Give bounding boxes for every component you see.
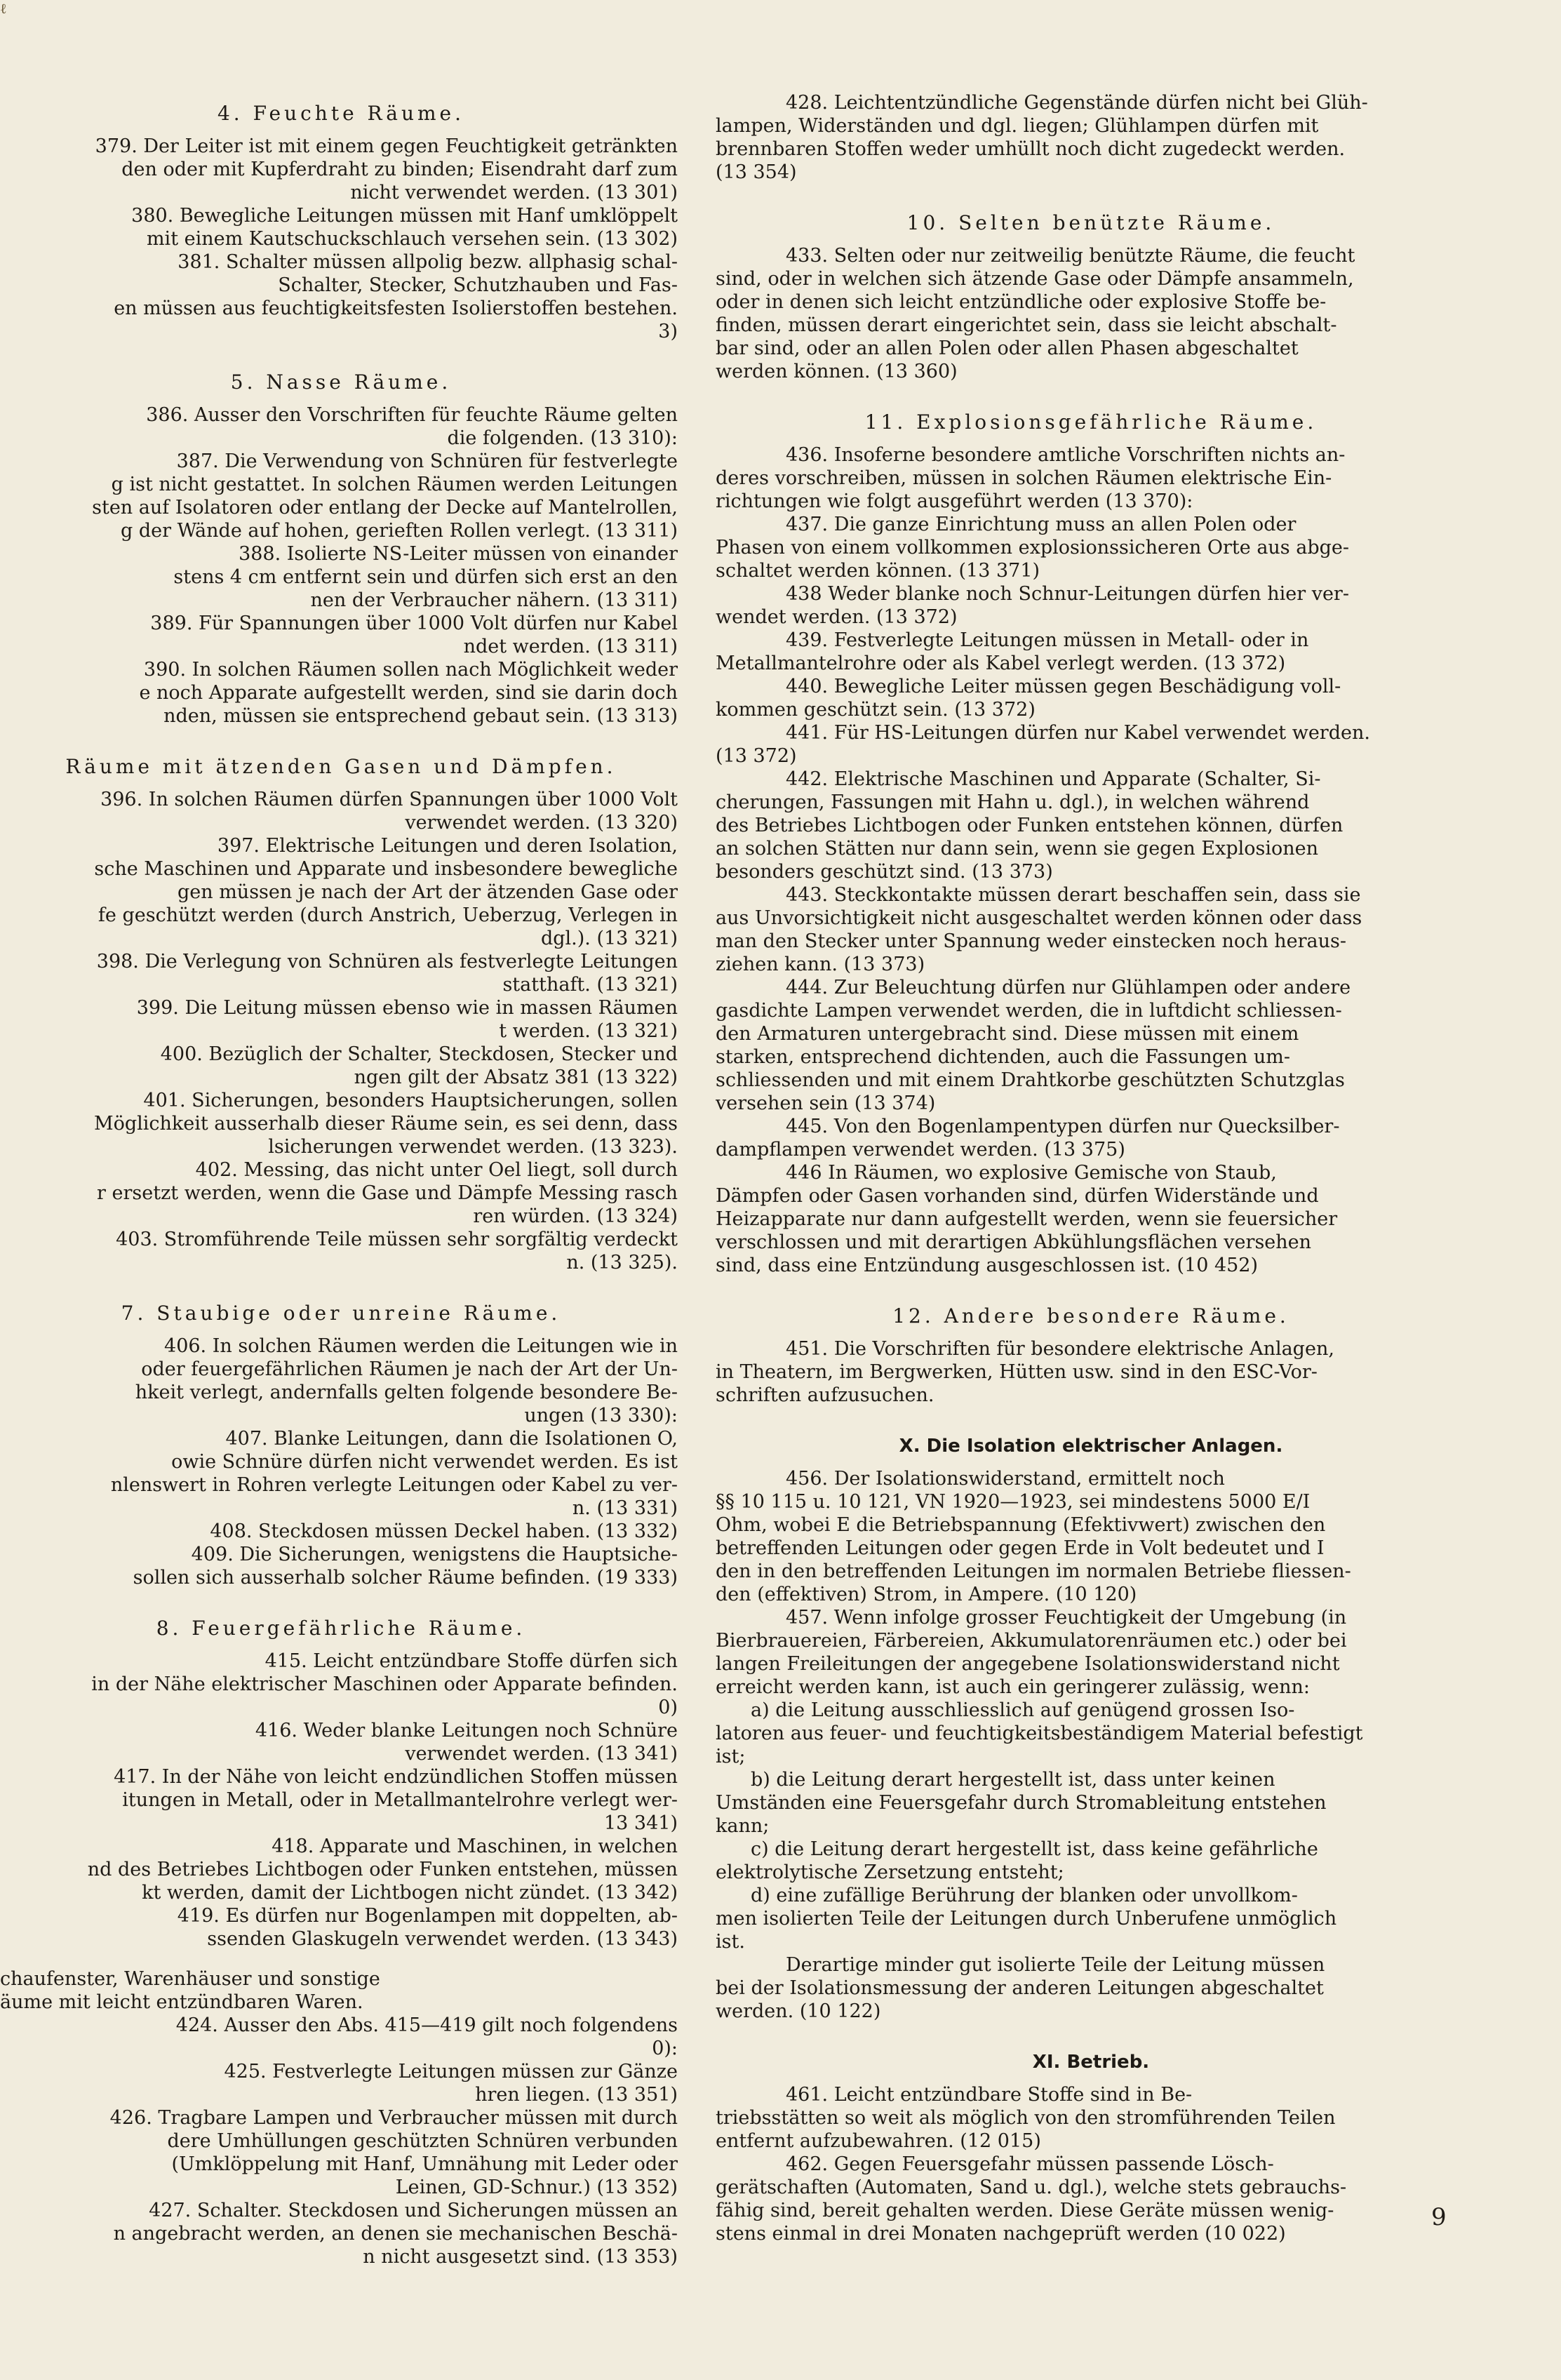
text-line: brennbaren Stoffen weder umhüllt noch dicht zugedeckt werden.: [716, 138, 1346, 160]
text-line: mit einem Kautschuckschlauch versehen sein. (13 302): [146, 228, 678, 250]
text-line: Heizapparate nur dann aufgestellt werden, wenn sie feuersicher: [716, 1208, 1338, 1230]
text-line: 389. Für Spannungen über 1000 Volt dürfen nur Kabel: [150, 613, 678, 634]
text-line: den in den betreffenden Leitungen im normalen Betriebe fliessen-: [716, 1560, 1351, 1582]
text-line: 426. Tragbare Lampen und Verbraucher müssen mit durch: [109, 2107, 678, 2129]
text-line: an solchen Stätten nur dann sein, wenn sie gegen Explosionen: [716, 838, 1319, 860]
text-line: n. (13 331): [572, 1497, 678, 1519]
text-line: die folgenden. (13 310):: [447, 427, 678, 449]
text-line: (13 372): [716, 745, 797, 767]
text-line: nden, müssen sie entsprechend gebaut sein. (13 313): [163, 705, 678, 727]
text-line: Derartige minder gut isolierte Teile der Leitung müssen: [786, 1954, 1325, 1976]
text-line: stens einmal in drei Monaten nachgeprüft werden (10 022): [716, 2223, 1286, 2245]
text-line: 409. Die Sicherungen, wenigstens die Hauptsiche-: [191, 1544, 678, 1565]
section-body-schaufenster: [0, 2014, 682, 2268]
section-heading-feuergefaehrliche-raeume: 8. Feuergefährliche Räume.: [156, 1617, 526, 1640]
section-heading-schaufenster: [0, 1967, 682, 2014]
text-line: gen müssen je nach der Art der ätzenden Gase oder: [177, 881, 678, 903]
text-line: sollen sich ausserhalb solcher Räume befinden. (19 333): [133, 1567, 678, 1589]
text-line: erreicht werden kann, ist auch ein geringerer zulässig, wenn:: [716, 1676, 1311, 1698]
text-line: 400. Bezüglich der Schalter, Steckdosen, Stecker und: [160, 1043, 678, 1065]
text-line: 416. Weder blanke Leitungen noch Schnüre: [255, 1720, 678, 1741]
chapter-body-isolation: [716, 1467, 1466, 2023]
text-line: nicht verwendet werden. (13 301): [350, 182, 678, 203]
text-line: oder feuergefährlichen Räumen je nach der Art der Un-: [141, 1358, 678, 1380]
text-line: lsicherungen verwendet werden. (13 323).: [268, 1136, 678, 1158]
text-line: a) die Leitung ausschliesslich auf genügend grossen Iso-: [751, 1699, 1295, 1721]
text-line: ungen (13 330):: [524, 1405, 678, 1426]
text-line: finden, müssen derart eingerichtet sein, dass sie leicht abschalt-: [716, 314, 1337, 336]
text-line: oder in denen sich leicht entzündliche oder explosive Stoffe be-: [716, 291, 1327, 313]
text-line: 425. Festverlegte Leitungen müssen zur Gänze: [224, 2061, 678, 2082]
chapter-heading-isolation: X. Die Isolation elektrischer Anlagen.: [899, 1436, 1283, 1457]
section-body-staubige-raeume: [0, 1335, 682, 1589]
text-line: b) die Leitung derart hergestellt ist, dass unter keinen: [751, 1769, 1275, 1791]
text-line: kt werden, damit der Lichtbogen nicht zündet. (13 342): [142, 1882, 678, 1904]
text-line: g ist nicht gestattet. In solchen Räumen werden Leitungen: [111, 474, 678, 495]
text-line: Bierbrauereien, Färbereien, Akkumulatorenräumen etc.) oder bei: [716, 1630, 1347, 1652]
text-line: nd des Betriebes Lichtbogen oder Funken entstehen, müssen: [87, 1859, 678, 1880]
text-line: 418. Apparate und Maschinen, in welchen: [272, 1836, 678, 1857]
text-line: 437. Die ganze Einrichtung muss an allen Polen oder: [786, 514, 1297, 535]
text-line: 406. In solchen Räumen werden die Leitungen wie in: [164, 1335, 678, 1357]
text-line: 401. Sicherungen, besonders Hauptsicherungen, sollen: [143, 1090, 678, 1111]
text-line: kann;: [716, 1815, 770, 1837]
text-line: 427. Schalter. Steckdosen und Sicherungen müssen an: [149, 2200, 678, 2221]
text-line: versehen sein (13 374): [716, 1092, 936, 1114]
text-line: in der Nähe elektrischer Maschinen oder Apparate befinden.: [91, 1673, 678, 1695]
text-line: g der Wände auf hohen, gerieften Rollen verlegt. (13 311): [121, 520, 678, 542]
text-line: schliessenden und mit einem Drahtkorbe geschützten Schutzglas: [716, 1069, 1345, 1091]
text-line: 417. In der Nähe von leicht endzündlichen Stoffen müssen: [114, 1766, 678, 1788]
text-line: d) eine zufällige Berührung der blanken oder unvollkom-: [751, 1885, 1298, 1906]
text-line: richtungen wie folgt ausgeführt werden (13 370):: [716, 490, 1193, 512]
text-line: r ersetzt werden, wenn die Gase und Dämpfe Messing rasch: [97, 1182, 678, 1204]
text-line: 408. Steckdosen müssen Deckel haben. (13 332): [210, 1520, 678, 1542]
page-stain-mark: ℓ: [0, 0, 7, 17]
text-line: äume mit leicht entzündbaren Waren.: [0, 1991, 363, 2013]
text-line: chaufenster, Warenhäuser und sonstige: [0, 1968, 380, 1990]
text-line: nlenswert in Rohren verlegte Leitungen oder Kabel zu ver-: [110, 1474, 678, 1496]
text-line: ndet werden. (13 311): [463, 636, 678, 657]
text-line: 444. Zur Beleuchtung dürfen nur Glühlampen oder andere: [786, 977, 1351, 998]
text-line: 436. Insoferne besondere amtliche Vorschriften nichts an-: [786, 444, 1346, 466]
text-line: §§ 10 115 u. 10 121, VN 1920—1923, sei mindestens 5000 E/I: [716, 1491, 1311, 1513]
text-line: betreffenden Leitungen oder gegen Erde in Volt bedeutet und I: [716, 1537, 1325, 1559]
text-line: sind, dass eine Entzündung ausgeschlossen ist. (10 452): [716, 1255, 1259, 1276]
text-line: owie Schnüre dürfen nicht verwendet werden. Es ist: [171, 1451, 678, 1473]
section-heading-feuchte-raeume: 4. Feuchte Räume.: [217, 102, 465, 125]
text-line: 387. Die Verwendung von Schnüren für festverlegte: [176, 450, 678, 472]
section-heading-selten-benuetzte-raeume: 10. Selten benützte Räume.: [906, 211, 1275, 234]
text-line: 0):: [652, 2038, 678, 2059]
text-line: Metallmantelrohre oder als Kabel verlegt werden. (13 372): [716, 653, 1286, 674]
text-line: den (effektiven) Strom, in Ampere. (10 120): [716, 1584, 1137, 1605]
text-line: 407. Blanke Leitungen, dann die Isolationen O,: [225, 1428, 678, 1450]
section-heading-explosionsgefaehrliche-raeume: 11. Explosionsgefährliche Räume.: [864, 410, 1318, 434]
text-line: 403. Stromführende Teile müssen sehr sorgfältig verdeckt: [116, 1229, 678, 1250]
text-line: in Theatern, im Bergwerken, Hütten usw. sind in den ESC-Vor-: [716, 1361, 1318, 1383]
text-line: verschlossen und mit derartigen Abkühlungsflächen versehen: [716, 1231, 1312, 1253]
text-line: 0): [658, 1697, 678, 1718]
text-line: 428. Leichtentzündliche Gegenstände dürfen nicht bei Glüh-: [786, 92, 1368, 114]
text-line: (Umklöppelung mit Hanf, Umnähung mit Leder oder: [171, 2153, 678, 2175]
text-line: werden können. (13 360): [716, 361, 958, 382]
text-line: 446 In Räumen, wo explosive Gemische von Staub,: [786, 1162, 1277, 1184]
text-line: 13 341): [603, 1812, 678, 1834]
text-line: 397. Elektrische Leitungen und deren Isolation,: [217, 835, 678, 857]
text-line: Umständen eine Feuersgefahr durch Stromableitung entstehen: [716, 1792, 1327, 1814]
right-column: [716, 91, 1466, 2245]
text-line: 451. Die Vorschriften für besondere elektrische Anlagen,: [786, 1338, 1334, 1360]
text-line: wendet werden. (13 372): [716, 606, 958, 628]
text-line: 441. Für HS-Leitungen dürfen nur Kabel verwendet werden.: [786, 722, 1370, 744]
text-line: ist;: [716, 1746, 746, 1767]
text-line: sche Maschinen und Apparate und insbesondere bewegliche: [94, 858, 678, 880]
text-line: 396. In solchen Räumen dürfen Spannungen über 1000 Volt: [100, 789, 678, 810]
text-line: verwendet werden. (13 320): [405, 812, 678, 834]
section-body-aetzende-gase: [0, 788, 682, 1274]
section-heading-andere-besondere-raeume: 12. Andere besondere Räume.: [892, 1304, 1289, 1328]
text-line: t werden. (13 321): [499, 1020, 678, 1042]
text-line: 457. Wenn infolge grosser Feuchtigkeit der Umgebung (in: [786, 1607, 1347, 1629]
text-line: dgl.). (13 321): [540, 928, 678, 949]
text-line: ziehen kann. (13 373): [716, 954, 925, 975]
text-line: 398. Die Verlegung von Schnüren als festverlegte Leitungen: [96, 951, 678, 972]
text-line: fähig sind, bereit gehalten werden. Diese Geräte müssen wenig-: [716, 2200, 1334, 2221]
text-line: ngen gilt der Absatz 381 (13 322): [354, 1067, 678, 1088]
text-line: Möglichkeit ausserhalb dieser Räume sein, es sei denn, dass: [93, 1113, 678, 1135]
text-line: 438 Weder blanke noch Schnur-Leitungen dürfen hier ver-: [786, 583, 1349, 605]
text-line: dere Umhüllungen geschützten Schnüren verbunden: [167, 2130, 678, 2152]
text-line: Phasen von einem vollkommen explosionssicheren Orte aus abge-: [716, 537, 1350, 559]
text-line: ist.: [716, 1931, 745, 1953]
section-heading-nasse-raeume: 5. Nasse Räume.: [230, 370, 452, 394]
text-line: hren liegen. (13 351): [475, 2084, 678, 2106]
text-line: werden. (10 122): [716, 2000, 881, 2022]
section-body-feuchte-raeume: [0, 135, 682, 343]
text-line: entfernt aufzubewahren. (12 015): [716, 2130, 1041, 2152]
text-line: besonders geschützt sind. (13 373): [716, 861, 1053, 883]
section-body-leichtentzuendlich: [716, 91, 1466, 184]
text-line: 381. Schalter müssen allpolig bezw. allphasig schal-: [177, 251, 678, 273]
text-line: 442. Elektrische Maschinen und Apparate (Schalter, Si-: [786, 768, 1321, 790]
text-line: 445. Von den Bogenlampentypen dürfen nur Quecksilber-: [786, 1116, 1340, 1137]
text-line: fe geschützt werden (durch Anstrich, Ueberzug, Verlegen in: [98, 904, 678, 926]
text-line: 456. Der Isolationswiderstand, ermittelt noch: [786, 1468, 1225, 1490]
section-heading-aetzende-gase: Räume mit ätzenden Gasen und Dämpfen.: [65, 755, 617, 778]
text-line: 379. Der Leiter ist mit einem gegen Feuchtigkeit getränkten: [95, 135, 678, 157]
text-line: gerätschaften (Automaten, Sand u. dgl.), welche stets gebrauchs-: [716, 2177, 1347, 2198]
text-line: ssenden Glaskugeln verwendet werden. (13 343): [207, 1928, 678, 1950]
text-line: 461. Leicht entzündbare Stoffe sind in Be-: [786, 2084, 1193, 2106]
text-line: gasdichte Lampen verwendet werden, die in luftdicht schliessen-: [716, 1000, 1342, 1022]
text-line: c) die Leitung derart hergestellt ist, dass keine gefährliche: [751, 1838, 1318, 1860]
section-body-selten-benuetzte-raeume: [716, 244, 1466, 383]
text-line: men isolierten Teile der Leitungen durch Unberufene unmöglich: [716, 1908, 1337, 1930]
text-line: 419. Es dürfen nur Bogenlampen mit doppelten, ab-: [177, 1905, 678, 1927]
text-line: 380. Bewegliche Leitungen müssen mit Hanf umklöppelt: [131, 205, 678, 227]
text-line: itungen in Metall, oder in Metallmantelrohre verlegt wer-: [122, 1789, 678, 1811]
text-line: 415. Leicht entzündbare Stoffe dürfen sich: [264, 1650, 678, 1672]
text-line: man den Stecker unter Spannung weder einstecken noch heraus-: [716, 930, 1347, 952]
text-line: langen Freileitungen der angegebene Isolationswiderstand nicht: [716, 1653, 1340, 1675]
text-line: sind, oder in welchen sich ätzende Gase oder Dämpfe ansammeln,: [716, 268, 1354, 290]
text-line: Schalter, Stecker, Schutzhauben und Fas-: [278, 274, 678, 296]
chapter-body-betrieb: [716, 2083, 1466, 2245]
text-line: latoren aus feuer- und feuchtigkeitsbeständigem Material befestigt: [716, 1723, 1363, 1744]
text-line: 424. Ausser den Abs. 415—419 gilt noch folgendens: [175, 2014, 678, 2036]
text-line: hkeit verlegt, andernfalls gelten folgende besondere Be-: [135, 1382, 678, 1403]
left-column: [0, 91, 682, 2268]
text-line: bei der Isolationsmessung der anderen Leitungen abgeschaltet: [716, 1977, 1324, 1999]
text-line: sten auf Isolatoren oder entlang der Decke auf Mantelrollen,: [92, 497, 678, 519]
text-line: statthaft. (13 321): [502, 974, 678, 996]
text-line: 443. Steckkontakte müssen derart beschaffen sein, dass sie: [786, 884, 1361, 906]
text-line: stens 4 cm entfernt sein und dürfen sich erst an den: [173, 566, 678, 588]
text-line: 399. Die Leitung müssen ebenso wie in massen Räumen: [136, 997, 678, 1019]
text-line: 440. Bewegliche Leiter müssen gegen Beschädigung voll-: [786, 676, 1341, 697]
page-number: 9: [1431, 2203, 1447, 2231]
text-line: 386. Ausser den Vorschriften für feuchte Räume gelten: [146, 404, 678, 426]
text-line: schriften aufzusuchen.: [716, 1384, 934, 1406]
text-line: den Armaturen untergebracht sind. Diese müssen mit einem: [716, 1023, 1299, 1045]
text-line: dampflampen verwendet werden. (13 375): [716, 1139, 1125, 1161]
text-line: 388. Isolierte NS-Leiter müssen von einander: [239, 543, 678, 565]
text-line: e noch Apparate aufgestellt werden, sind sie darin doch: [139, 682, 678, 704]
text-line: n nicht ausgesetzt sind. (13 353): [363, 2246, 678, 2268]
text-line: 390. In solchen Räumen sollen nach Möglichkeit weder: [143, 659, 678, 681]
text-line: schaltet werden können. (13 371): [716, 560, 1040, 582]
text-line: den oder mit Kupferdraht zu binden; Eisendraht darf zum: [121, 159, 678, 180]
section-body-andere-besondere-raeume: [716, 1337, 1466, 1407]
chapter-heading-betrieb: XI. Betrieb.: [1032, 2052, 1150, 2073]
text-line: triebsstätten so weit als möglich von den stromführenden Teilen: [716, 2107, 1336, 2129]
text-line: (13 354): [716, 161, 797, 183]
text-line: aus Unvorsichtigkeit nicht ausgeschaltet werden können oder dass: [716, 907, 1362, 929]
section-body-feuergefaehrliche-raeume: [0, 1650, 682, 1951]
text-line: Ohm, wobei E die Betriebspannung (Efektivwert) zwischen den: [716, 1514, 1326, 1536]
text-line: nen der Verbraucher nähern. (13 311): [310, 589, 678, 611]
section-body-nasse-raeume: [0, 403, 682, 728]
text-line: lampen, Widerständen und dgl. liegen; Glühlampen dürfen mit: [716, 115, 1319, 137]
text-line: Dämpfen oder Gasen vorhanden sind, dürfen Widerstände und: [716, 1185, 1319, 1207]
section-heading-staubige-raeume: 7. Staubige oder unreine Räume.: [121, 1302, 561, 1325]
text-line: 462. Gegen Feuersgefahr müssen passende Lösch-: [786, 2153, 1274, 2175]
text-line: 433. Selten oder nur zeitweilig benützte Räume, die feucht: [786, 245, 1355, 267]
text-line: starken, entsprechend dichtenden, auch die Fassungen um-: [716, 1046, 1290, 1068]
text-line: Leinen, GD-Schnur.) (13 352): [395, 2177, 678, 2198]
text-line: cherungen, Fassungen mit Hahn u. dgl.), in welchen während: [716, 791, 1310, 813]
text-line: 439. Festverlegte Leitungen müssen in Metall- oder in: [786, 629, 1309, 651]
text-line: des Betriebes Lichtbogen oder Funken entstehen können, dürfen: [716, 815, 1344, 836]
text-line: verwendet werden. (13 341): [405, 1743, 678, 1765]
text-line: n. (13 325).: [566, 1252, 678, 1273]
text-line: n angebracht werden, an denen sie mechanischen Beschä-: [113, 2223, 678, 2245]
text-line: ren würden. (13 324): [473, 1205, 678, 1227]
section-body-explosionsgefaehrliche-raeume: [716, 443, 1466, 1277]
text-line: elektrolytische Zersetzung entsteht;: [716, 1861, 1064, 1883]
text-line: bar sind, oder an allen Polen oder allen Phasen abgeschaltet: [716, 337, 1299, 359]
text-line: deres vorschreiben, müssen in solchen Räumen elektrische Ein-: [716, 467, 1332, 489]
text-line: 402. Messing, das nicht unter Oel liegt, soll durch: [195, 1159, 678, 1181]
text-line: en müssen aus feuchtigkeitsfesten Isolierstoffen bestehen.: [114, 298, 678, 319]
text-line: 3): [658, 321, 678, 342]
text-line: kommen geschützt sein. (13 372): [716, 699, 1036, 721]
